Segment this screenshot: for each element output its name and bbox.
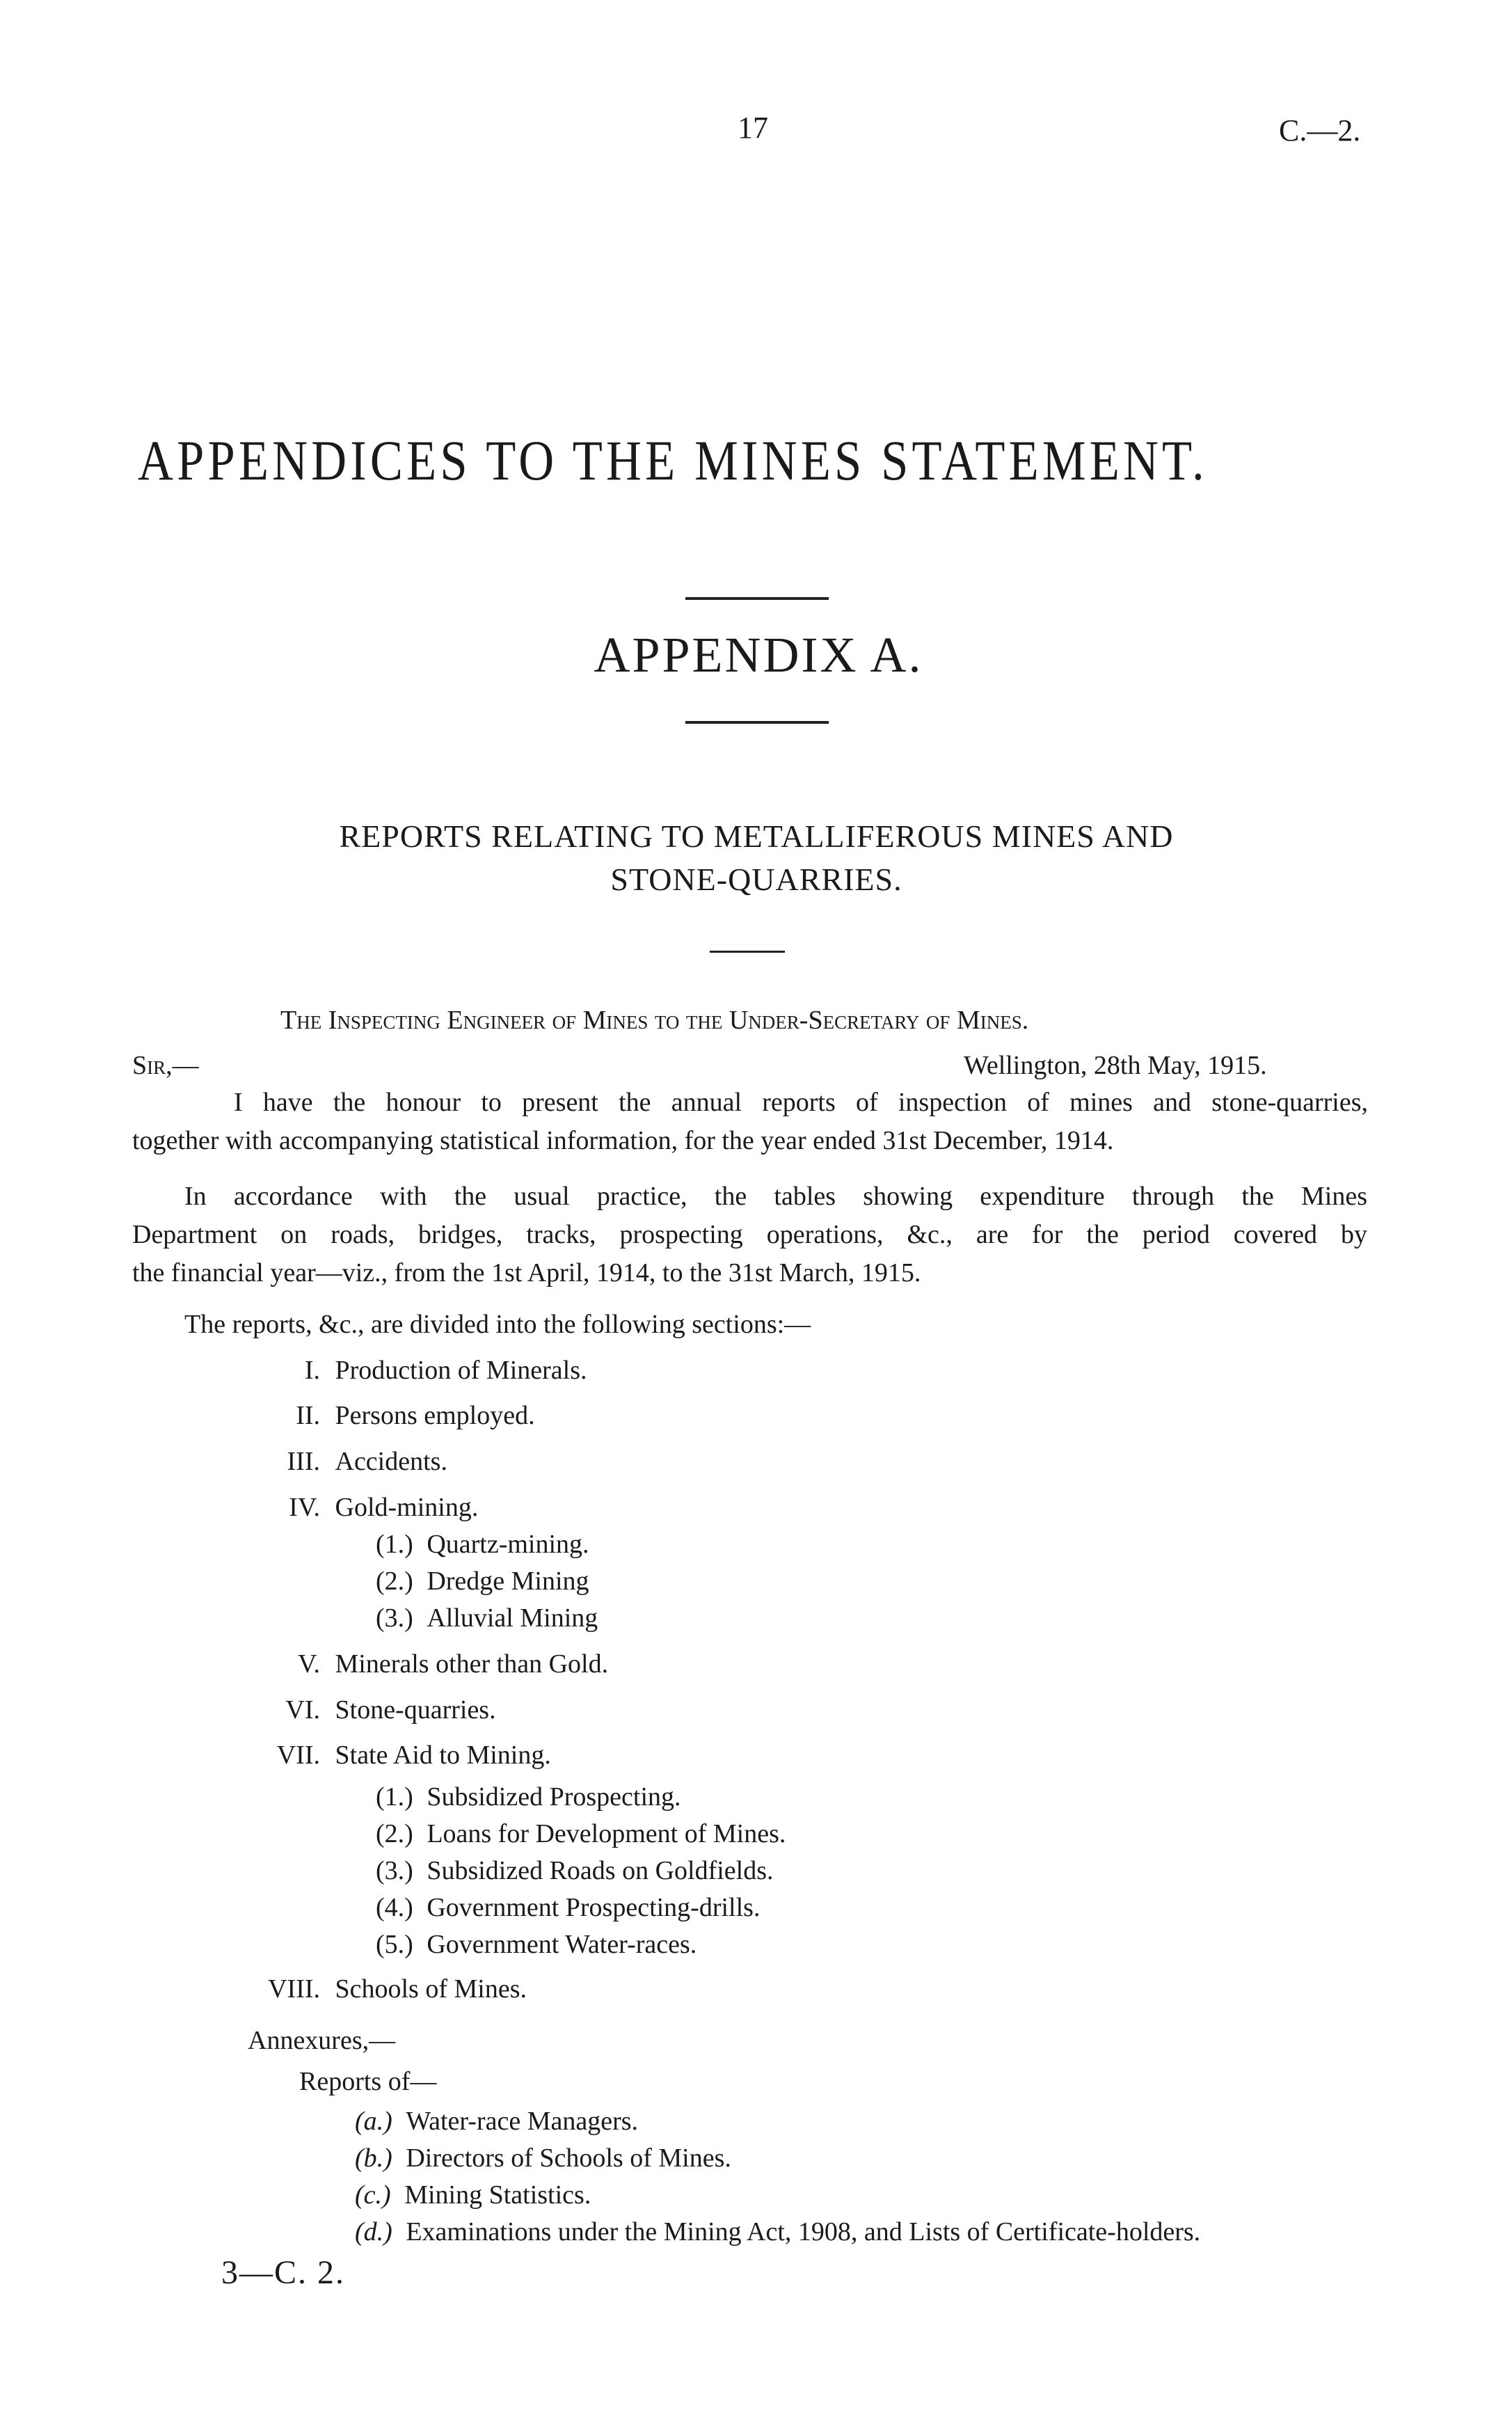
list-item [376, 1925, 697, 1964]
annexure-letter: (a.) [355, 2107, 392, 2136]
list-item [376, 1599, 598, 1638]
annexure-label: Examinations under the Mining Act, 1908, and Lists of Certificate-holders. [406, 2217, 1201, 2246]
paragraph-1-line-1: I have the honour to present the annual reports of inspection of mines and stone-quarries, [234, 1088, 1368, 1117]
list-item [376, 1777, 681, 1816]
subsection-label: Dredge Mining [427, 1567, 589, 1596]
annexure-label: Mining Statistics. [404, 2180, 591, 2210]
page-number: 17 [738, 111, 768, 145]
section-number: V. [297, 1649, 320, 1679]
list-item [250, 1351, 587, 1390]
subsection-number: (3.) [376, 1856, 413, 1885]
list-item [250, 1970, 527, 2008]
section-number: IV. [289, 1493, 320, 1522]
list-item [250, 1442, 447, 1481]
list-item [250, 1645, 608, 1683]
subsection-number: (1.) [376, 1782, 413, 1812]
paragraph-3: The reports, &c., are divided into the following sections:— [184, 1310, 811, 1339]
appendix-title: APPENDIX A. [594, 627, 923, 683]
section-label: Minerals other than Gold. [335, 1649, 609, 1679]
annexure-letter: (d.) [355, 2217, 392, 2246]
annexure-letter: (b.) [355, 2143, 392, 2173]
section-number: VI. [285, 1695, 320, 1725]
subsection-label: Subsidized Roads on Goldfields. [427, 1856, 774, 1885]
annexure-letter: (c.) [355, 2180, 391, 2210]
subsection-number: (1.) [376, 1530, 413, 1559]
section-number: VII. [276, 1741, 320, 1770]
section-label: Accidents. [335, 1447, 447, 1476]
subsection-label: Subsidized Prospecting. [427, 1782, 681, 1812]
subsection-number: (5.) [376, 1930, 413, 1959]
paragraph-1-line-2: together with accompanying statistical information, for the year ended 31st December, 1914. [132, 1126, 1114, 1155]
list-item [376, 1851, 774, 1890]
subsection-label: Quartz-mining. [427, 1530, 589, 1559]
section-label: Gold-mining. [335, 1493, 479, 1522]
list-item [250, 1690, 496, 1729]
signature-mark: 3—C. 2. [221, 2254, 346, 2291]
list-item [355, 2212, 1200, 2251]
subsection-label: Government Water-races. [427, 1930, 697, 1959]
list-item [355, 2139, 731, 2178]
subsection-number: (3.) [376, 1603, 413, 1633]
letter-heading: The Inspecting Engineer of Mines to the Under-Secretary of Mines. [280, 1006, 1029, 1035]
section-number: III. [287, 1447, 320, 1476]
subsection-label: Alluvial Mining [427, 1603, 598, 1633]
section-number: II. [296, 1401, 320, 1430]
section-title-line1: REPORTS RELATING TO METALLIFEROUS MINES AND [339, 818, 1174, 854]
annexures-subheading: Reports of— [299, 2067, 437, 2096]
list-item [376, 1814, 786, 1853]
document-reference: C.—2. [1279, 113, 1361, 148]
subsection-label: Loans for Development of Mines. [427, 1819, 786, 1848]
main-title: APPENDICES TO THE MINES STATEMENT. [138, 429, 1208, 492]
paragraph-2-line-3: the financial year—viz., from the 1st April, 1914, to the 31st March, 1915. [132, 1258, 921, 1287]
section-title-line2: STONE-QUARRIES. [610, 862, 902, 897]
list-item [250, 1396, 535, 1435]
section-number: I. [304, 1356, 320, 1385]
list-item [355, 2176, 591, 2214]
section-number: VIII. [268, 1974, 320, 2004]
section-label: Production of Minerals. [335, 1356, 587, 1385]
list-item [376, 1888, 760, 1927]
subsection-number: (2.) [376, 1567, 413, 1596]
list-item [376, 1525, 589, 1564]
paragraph-2-line-1: In accordance with the usual practice, the tables showing expenditure through the Mines [184, 1182, 1367, 1211]
paragraph-2-line-2: Department on roads, bridges, tracks, prospecting operations, &c., are for the period covered by [132, 1220, 1367, 1249]
annexure-label: Water-race Managers. [406, 2107, 639, 2136]
salutation: Sir,— [132, 1051, 199, 1080]
title-rule-bottom [685, 721, 829, 724]
annexures-heading: Annexures,— [248, 2026, 396, 2055]
section-rule [710, 951, 785, 953]
annexure-label: Directors of Schools of Mines. [406, 2143, 731, 2173]
subsection-label: Government Prospecting-drills. [427, 1893, 761, 1922]
section-label: Persons employed. [335, 1401, 535, 1430]
list-item [250, 1736, 551, 1775]
place-date: Wellington, 28th May, 1915. [964, 1051, 1267, 1080]
list-item [376, 1562, 589, 1601]
subsection-number: (4.) [376, 1893, 413, 1922]
section-label: Stone-quarries. [335, 1695, 496, 1725]
list-item [250, 1488, 478, 1527]
title-rule-top [685, 597, 829, 600]
section-label: Schools of Mines. [335, 1974, 527, 2004]
section-label: State Aid to Mining. [335, 1741, 551, 1770]
subsection-number: (2.) [376, 1819, 413, 1848]
list-item [355, 2102, 638, 2141]
